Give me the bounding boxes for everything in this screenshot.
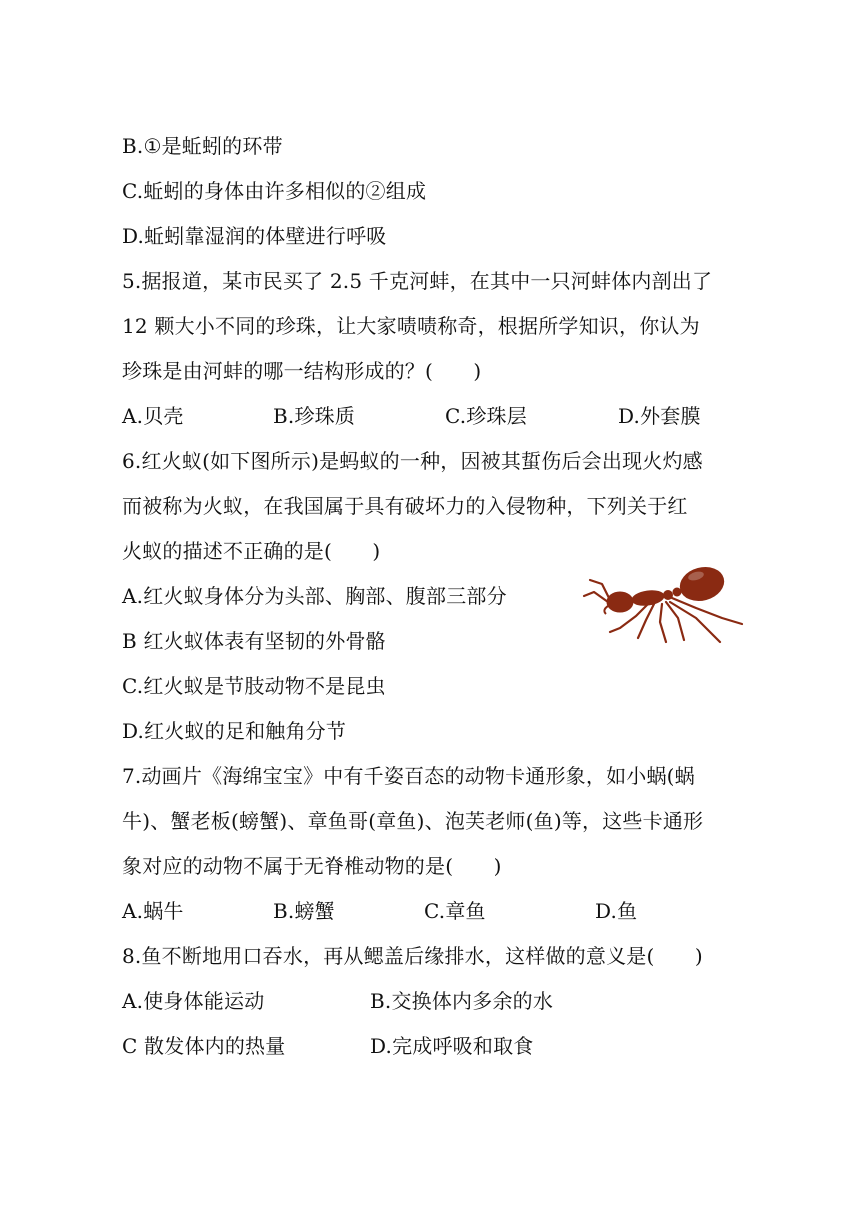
q7-stem-line-3: 象对应的动物不属于无脊椎动物的是( ) [122, 854, 502, 878]
q5-stem-line-2: 12 颗大小不同的珍珠，让大家啧啧称奇，根据所学知识，你认为 [122, 314, 700, 338]
q8-option-d: D.完成呼吸和取食 [370, 1034, 534, 1058]
q8-stem-line-1: 8.鱼不断地用口吞水，再从鳃盖后缘排水，这样做的意义是( ) [122, 944, 703, 968]
q4-option-d: D.蚯蚓靠湿润的体壁进行呼吸 [122, 224, 387, 248]
q7-option-d: D.鱼 [595, 899, 638, 923]
q5-stem-line-1: 5.据报道，某市民买了 2.5 千克河蚌，在其中一只河蚌体内剖出了 [122, 269, 713, 293]
q6-stem-line-1: 6.红火蚁(如下图所示)是蚂蚁的一种，因被其蜇伤后会出现火灼感 [122, 449, 703, 473]
q5-option-a: A.贝壳 [122, 404, 184, 428]
q5-option-b: B.珍珠质 [273, 404, 356, 428]
q8-option-b: B.交换体内多余的水 [370, 989, 554, 1013]
q4-option-c: C.蚯蚓的身体由许多相似的②组成 [122, 179, 427, 203]
q7-option-a: A.蜗牛 [122, 899, 184, 923]
q6-stem-line-3: 火蚁的描述不正确的是( ) [122, 539, 381, 563]
q5-option-c: C.珍珠层 [445, 404, 527, 428]
q6-option-b: B 红火蚁体表有坚韧的外骨骼 [122, 629, 386, 653]
q7-stem-line-2: 牛)、蟹老板(螃蟹)、章鱼哥(章鱼)、泡芙老师(鱼)等，这些卡通形 [122, 809, 704, 833]
q7-option-c: C.章鱼 [424, 899, 486, 923]
q6-option-d: D.红火蚁的足和触角分节 [122, 719, 347, 743]
q7-stem-line-1: 7.动画片《海绵宝宝》中有千姿百态的动物卡通形象，如小蜗(蜗 [122, 764, 695, 788]
q6-stem-line-2: 而被称为火蚁，在我国属于具有破坏力的入侵物种，下列关于红 [122, 494, 688, 518]
red-fire-ant-image [580, 562, 756, 646]
q5-stem-line-3: 珍珠是由河蚌的哪一结构形成的？( ) [122, 359, 482, 383]
q6-option-a: A.红火蚁身体分为头部、胸部、腹部三部分 [122, 584, 507, 608]
q8-option-c: C 散发体内的热量 [122, 1034, 286, 1058]
q6-option-c: C.红火蚁是节肢动物不是昆虫 [122, 674, 386, 698]
q7-option-b: B.螃蟹 [273, 899, 335, 923]
q4-option-b: B.①是蚯蚓的环带 [122, 134, 283, 158]
q8-option-a: A.使身体能运动 [122, 989, 265, 1013]
q5-option-d: D.外套膜 [618, 404, 701, 428]
